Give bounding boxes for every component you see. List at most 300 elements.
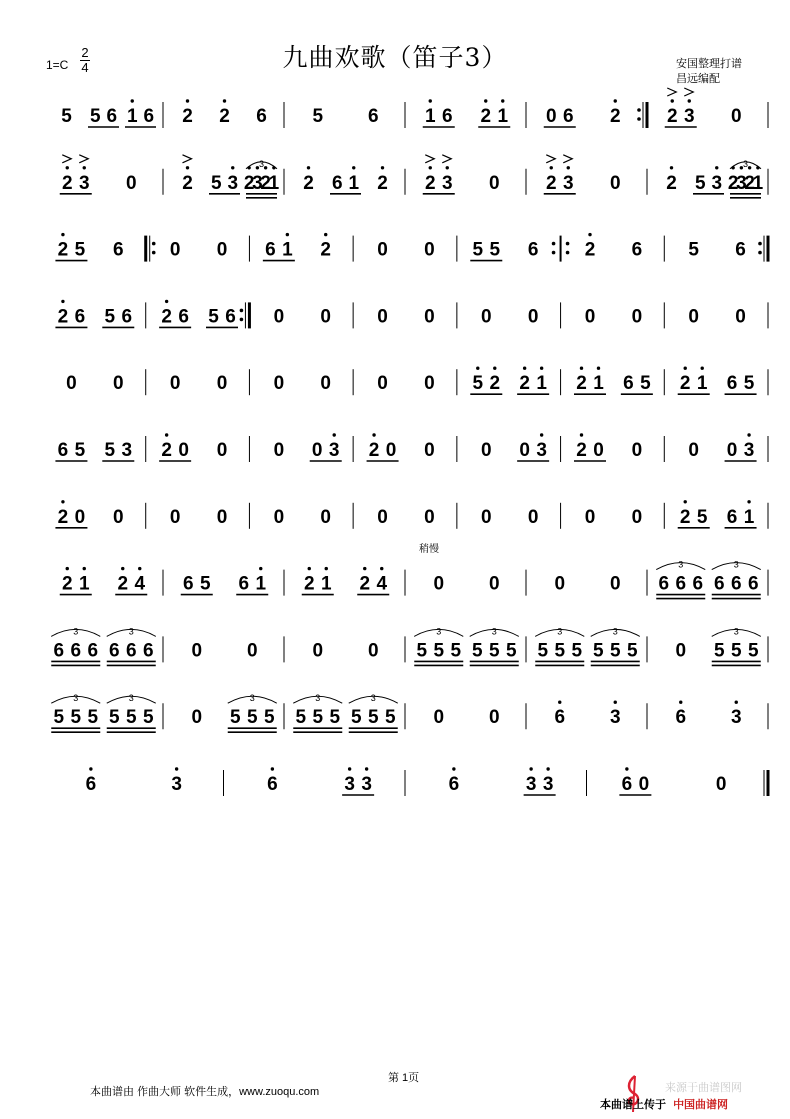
note-digit: 5 — [350, 707, 362, 729]
note-digit: 0 — [246, 640, 258, 662]
note-digit: 1 — [126, 106, 138, 127]
note-digit: 1 — [282, 239, 293, 261]
note-digit: 6 — [70, 640, 82, 662]
tempo-marking: 稍慢 — [419, 544, 439, 555]
note-digit: 3 — [252, 172, 263, 194]
octave-dot — [670, 166, 673, 169]
triplet-number: 3 — [612, 626, 618, 637]
note-digit: 6 — [225, 306, 236, 328]
note-digit: 4 — [376, 573, 388, 595]
note-digit: 1 — [536, 373, 547, 395]
note-digit: 0 — [169, 373, 181, 395]
note-digit: 5 — [295, 707, 307, 729]
note-digit: 1 — [497, 106, 509, 127]
note-digit: 0 — [480, 306, 492, 328]
note-digit: 0 — [631, 440, 643, 461]
note-digit: 5 — [592, 640, 604, 662]
triplet-number: 3 — [315, 693, 321, 704]
octave-dot — [372, 433, 375, 436]
repeat-dot — [552, 242, 556, 246]
note-digit: 2 — [679, 506, 691, 528]
octave-dot — [325, 567, 328, 570]
note-digit: 3 — [121, 440, 133, 461]
watermark-text: 来源于曲谱图网 — [665, 1082, 742, 1094]
octave-dot — [165, 300, 168, 303]
key-signature: 1=C — [46, 58, 69, 72]
repeat-dot — [637, 108, 641, 112]
note-digit: 0 — [169, 239, 181, 261]
note-digit: 0 — [320, 506, 332, 528]
octave-dot — [529, 767, 532, 770]
repeat-dot — [240, 309, 244, 313]
note-digit: 5 — [74, 440, 86, 461]
octave-dot — [308, 567, 311, 570]
repeat-dot — [152, 251, 156, 255]
note-digit: 5 — [87, 707, 99, 729]
octave-dot — [131, 99, 134, 102]
accent-mark — [684, 88, 693, 96]
note-digit: 0 — [631, 306, 643, 328]
note-digit: 0 — [726, 440, 738, 461]
note-digit: 0 — [488, 172, 500, 194]
note-digit: 6 — [367, 106, 379, 127]
note-digit: 0 — [609, 573, 621, 595]
octave-dot — [186, 99, 189, 102]
octave-dot — [588, 233, 591, 236]
note-digit: 0 — [312, 640, 324, 662]
note-digit: 0 — [488, 573, 500, 595]
note-digit: 0 — [320, 306, 332, 328]
note-digit: 2 — [57, 239, 69, 261]
note-digit: 6 — [142, 640, 154, 662]
note-digit: 3 — [730, 707, 742, 729]
note-digit: 6 — [730, 573, 742, 595]
octave-dot — [324, 233, 327, 236]
note-digit: 0 — [433, 707, 445, 729]
note-digit: 6 — [143, 106, 155, 127]
note-digit: 6 — [621, 774, 633, 795]
note-digit: 0 — [191, 640, 203, 662]
note-digit: 6 — [675, 707, 687, 729]
note-digit: 5 — [199, 573, 211, 595]
octave-dot — [231, 166, 234, 169]
note-digit: 1 — [424, 106, 436, 127]
note-digit: 5 — [505, 640, 517, 662]
note-digit: 0 — [527, 306, 539, 328]
note-digit: 0 — [74, 506, 86, 528]
note-digit: 3 — [609, 707, 621, 729]
note-digit: 2 — [359, 573, 371, 595]
note-digit: 0 — [216, 440, 228, 461]
note-digit: 0 — [273, 373, 285, 395]
note-digit: 2 — [61, 172, 73, 194]
octave-dot — [121, 567, 124, 570]
note-digit: 2 — [57, 506, 69, 528]
note-digit: 6 — [441, 106, 453, 127]
note-digit: 1 — [268, 172, 280, 194]
triplet-number: 3 — [733, 626, 739, 637]
note-digit: 5 — [61, 106, 72, 127]
note-digit: 6 — [562, 106, 574, 127]
note-digit: 0 — [377, 506, 388, 528]
note-digit: 5 — [747, 640, 759, 662]
note-digit: 0 — [377, 239, 388, 261]
note-digit: 1 — [752, 172, 764, 194]
note-digit: 3 — [441, 172, 453, 194]
octave-dot — [558, 701, 561, 704]
octave-dot — [352, 166, 355, 169]
accent-mark — [425, 155, 434, 163]
note-digit: 0 — [125, 172, 137, 194]
note-digit: 3 — [711, 172, 723, 194]
note-digit: 2 — [219, 106, 230, 127]
note-digit: 3 — [328, 440, 340, 461]
octave-dot — [165, 433, 168, 436]
octave-dot — [614, 701, 617, 704]
note-digit: 0 — [112, 506, 124, 528]
note-digit: 0 — [424, 440, 435, 461]
note-digit: 3 — [736, 172, 747, 194]
note-digit: 5 — [488, 640, 500, 662]
note-digit: 6 — [106, 106, 118, 127]
octave-dot — [735, 701, 738, 704]
note-digit: 2 — [424, 172, 436, 194]
octave-dot — [83, 166, 86, 169]
octave-dot — [223, 99, 226, 102]
note-digit: 6 — [57, 440, 69, 461]
note-digit: 6 — [74, 306, 86, 328]
note-digit: 2 — [727, 172, 739, 194]
note-digit: 5 — [104, 306, 116, 328]
note-digit: 2 — [57, 306, 69, 328]
note-digit: 5 — [142, 707, 154, 729]
note-digit: 0 — [545, 106, 557, 127]
octave-dot — [684, 500, 687, 503]
accent-mark — [667, 88, 676, 96]
note-digit: 6 — [658, 573, 670, 595]
accent-mark — [563, 155, 572, 163]
octave-dot — [540, 367, 543, 370]
note-digit: 6 — [265, 239, 276, 261]
note-digit: 2 — [609, 106, 621, 127]
octave-dot — [381, 166, 384, 169]
note-digit: 5 — [489, 239, 501, 261]
note-digit: 0 — [311, 440, 323, 461]
note-digit: 5 — [89, 106, 101, 127]
triplet-number: 3 — [370, 693, 376, 704]
note-digit: 0 — [424, 239, 435, 261]
note-digit: 6 — [267, 774, 278, 795]
page-number: 第 1页 — [388, 1072, 420, 1084]
note-digit: 1 — [348, 172, 360, 194]
note-digit: 5 — [571, 640, 583, 662]
note-digit: 2 — [303, 172, 314, 194]
note-digit: 5 — [329, 707, 341, 729]
note-digit: 3 — [562, 172, 574, 194]
note-digit: 0 — [273, 306, 285, 328]
note-digit: 3 — [536, 440, 547, 461]
octave-dot — [429, 166, 432, 169]
repeat-dot — [637, 117, 641, 121]
triplet-number: 3 — [258, 158, 265, 169]
note-digit: 0 — [480, 440, 492, 461]
note-digit: 6 — [726, 373, 738, 395]
note-digit: 0 — [631, 506, 643, 528]
note-digit: 0 — [730, 106, 742, 127]
meter-top: 2 — [81, 45, 89, 60]
note-digit: 2 — [489, 373, 501, 395]
note-digit: 0 — [385, 440, 397, 461]
octave-dot — [671, 99, 674, 102]
note-digit: 0 — [609, 172, 621, 194]
note-digit: 0 — [320, 373, 332, 395]
octave-dot — [264, 166, 267, 169]
note-digit: 6 — [735, 239, 746, 261]
triplet-number: 3 — [491, 626, 497, 637]
note-digit: 0 — [480, 506, 492, 528]
note-digit: 5 — [450, 640, 462, 662]
octave-dot — [748, 166, 751, 169]
footer-site-brand: 中国曲谱网 — [673, 1099, 729, 1111]
note-digit: 2 — [368, 440, 380, 461]
note-digit: 2 — [182, 106, 193, 127]
note-digit: 3 — [344, 774, 355, 795]
note-digit: 0 — [688, 440, 700, 461]
note-digit: 6 — [87, 640, 99, 662]
triplet-number: 3 — [128, 626, 134, 637]
note-digit: 5 — [730, 640, 742, 662]
accent-mark — [183, 155, 192, 163]
note-digit: 5 — [554, 640, 566, 662]
note-digit: 6 — [448, 774, 460, 795]
note-digit: 6 — [125, 640, 137, 662]
octave-dot — [550, 166, 553, 169]
note-digit: 0 — [638, 774, 650, 795]
note-digit: 5 — [433, 640, 445, 662]
note-digit: 6 — [527, 239, 539, 261]
octave-dot — [66, 166, 69, 169]
octave-dot — [380, 567, 383, 570]
triplet-number: 3 — [249, 693, 255, 704]
octave-dot — [546, 767, 549, 770]
note-digit: 0 — [377, 373, 388, 395]
note-digit: 2 — [584, 239, 596, 261]
note-digit: 0 — [735, 306, 746, 328]
repeat-dot — [240, 318, 244, 322]
note-digit: 0 — [527, 506, 539, 528]
note-digit: 3 — [542, 774, 554, 795]
note-digit: 5 — [626, 640, 638, 662]
note-digit: 5 — [125, 707, 137, 729]
note-digit: 3 — [361, 774, 372, 795]
note-digit: 6 — [554, 707, 566, 729]
credit-editor: 昌远编配 — [676, 73, 720, 85]
note-digit: 3 — [227, 172, 239, 194]
note-digit: 5 — [210, 172, 222, 194]
octave-dot — [540, 433, 543, 436]
note-digit: 6 — [85, 774, 97, 795]
note-digit: 5 — [229, 707, 241, 729]
note-digit: 6 — [182, 573, 194, 595]
note-digit: 0 — [273, 506, 285, 528]
note-digit: 2 — [61, 573, 73, 595]
octave-dot — [186, 166, 189, 169]
octave-dot — [61, 300, 64, 303]
note-digit: 2 — [243, 172, 255, 194]
note-digit: 0 — [178, 440, 189, 461]
note-digit: 3 — [525, 774, 537, 795]
triplet-number: 3 — [73, 693, 79, 704]
note-digit: 5 — [70, 707, 82, 729]
octave-dot — [688, 99, 691, 102]
note-digit: 1 — [593, 373, 604, 395]
octave-dot — [484, 99, 487, 102]
note-digit: 1 — [78, 573, 90, 595]
note-digit: 2 — [303, 573, 315, 595]
note-digit: 6 — [692, 573, 704, 595]
note-digit: 5 — [713, 640, 725, 662]
octave-dot — [523, 367, 526, 370]
note-digit: 0 — [593, 440, 604, 461]
note-digit: 2 — [161, 306, 172, 328]
octave-dot — [580, 433, 583, 436]
note-digit: 6 — [108, 640, 120, 662]
triplet-number: 3 — [733, 559, 739, 570]
octave-dot — [365, 767, 368, 770]
octave-dot — [580, 367, 583, 370]
note-digit: 2 — [744, 172, 755, 194]
triplet-number: 3 — [742, 158, 749, 169]
octave-dot — [61, 500, 64, 503]
note-digit: 0 — [688, 306, 700, 328]
note-digit: 2 — [377, 172, 388, 194]
note-digit: 3 — [743, 440, 755, 461]
note-digit: 5 — [384, 707, 396, 729]
note-digit: 5 — [743, 373, 755, 395]
triplet-number: 3 — [128, 693, 134, 704]
note-digit: 0 — [554, 573, 566, 595]
note-digit: 2 — [576, 373, 587, 395]
octave-dot — [259, 567, 262, 570]
note-digit: 5 — [609, 640, 621, 662]
note-digit: 0 — [433, 573, 445, 595]
repeat-dot — [152, 242, 156, 246]
note-digit: 6 — [675, 573, 687, 595]
note-digit: 5 — [108, 707, 120, 729]
octave-dot — [625, 767, 628, 770]
note-digit: 0 — [216, 239, 228, 261]
note-digit: 0 — [675, 640, 687, 662]
note-digit: 0 — [273, 440, 285, 461]
footer-generator-credit: 本曲谱由 作曲大师 软件生成，www.zuoqu.com — [90, 1086, 320, 1098]
note-digit: 1 — [320, 573, 332, 595]
note-digit: 2 — [679, 373, 691, 395]
meter-bottom: 4 — [81, 60, 89, 75]
note-digit: 6 — [178, 306, 189, 328]
triplet-number: 3 — [436, 626, 442, 637]
note-digit: 5 — [104, 440, 116, 461]
octave-dot — [684, 367, 687, 370]
note-digit: 0 — [424, 506, 435, 528]
note-digit: 0 — [66, 373, 77, 395]
octave-dot — [501, 99, 504, 102]
note-digit: 0 — [367, 640, 379, 662]
note-digit: 4 — [134, 573, 146, 595]
note-digit: 0 — [519, 440, 530, 461]
note-digit: 2 — [545, 172, 557, 194]
octave-dot — [597, 367, 600, 370]
note-digit: 3 — [683, 106, 695, 127]
triplet-number: 3 — [73, 626, 79, 637]
note-digit: 1 — [743, 506, 755, 528]
note-digit: 6 — [238, 573, 250, 595]
note-digit: 5 — [312, 106, 324, 127]
note-digit: 5 — [696, 506, 708, 528]
note-digit: 0 — [216, 506, 228, 528]
note-digit: 2 — [260, 172, 271, 194]
note-digit: 5 — [471, 640, 483, 662]
octave-dot — [493, 367, 496, 370]
octave-dot — [333, 433, 336, 436]
note-digit: 5 — [416, 640, 428, 662]
note-digit: 3 — [78, 172, 90, 194]
octave-dot — [66, 567, 69, 570]
octave-dot — [476, 367, 479, 370]
note-digit: 2 — [666, 106, 678, 127]
accent-mark — [79, 155, 88, 163]
octave-dot — [747, 500, 750, 503]
octave-dot — [701, 367, 704, 370]
accent-mark — [442, 155, 451, 163]
octave-dot — [348, 767, 351, 770]
octave-dot — [286, 233, 289, 236]
note-digit: 0 — [488, 707, 500, 729]
octave-dot — [175, 767, 178, 770]
octave-dot — [452, 767, 455, 770]
repeat-dot — [758, 251, 762, 255]
note-digit: 0 — [112, 373, 124, 395]
note-digit: 5 — [694, 172, 706, 194]
note-digit: 0 — [424, 306, 435, 328]
octave-dot — [89, 767, 92, 770]
repeat-dot — [758, 242, 762, 246]
note-digit: 0 — [584, 306, 596, 328]
note-digit: 0 — [216, 373, 228, 395]
note-digit: 5 — [367, 707, 379, 729]
note-digit: 2 — [320, 239, 332, 261]
footer-upload-note — [600, 1096, 728, 1112]
note-digit: 2 — [161, 440, 172, 461]
note-digit: 6 — [53, 640, 65, 662]
note-digit: 5 — [74, 239, 86, 261]
octave-dot — [363, 567, 366, 570]
note-digit: 6 — [623, 373, 634, 395]
note-digit: 2 — [117, 573, 129, 595]
note-digit: 2 — [666, 172, 677, 194]
note-digit: 2 — [182, 172, 193, 194]
note-digit: 2 — [576, 440, 587, 461]
octave-dot — [138, 567, 141, 570]
octave-dot — [83, 567, 86, 570]
note-digit: 5 — [472, 373, 484, 395]
note-digit: 6 — [112, 239, 124, 261]
note-digit: 6 — [726, 506, 738, 528]
triplet-number: 3 — [557, 626, 563, 637]
note-digit: 6 — [331, 172, 343, 194]
footer-upload-label: 本曲谱上传于 — [600, 1099, 666, 1111]
octave-dot — [567, 166, 570, 169]
credit-arranger: 安国整理打谱 — [676, 58, 742, 70]
